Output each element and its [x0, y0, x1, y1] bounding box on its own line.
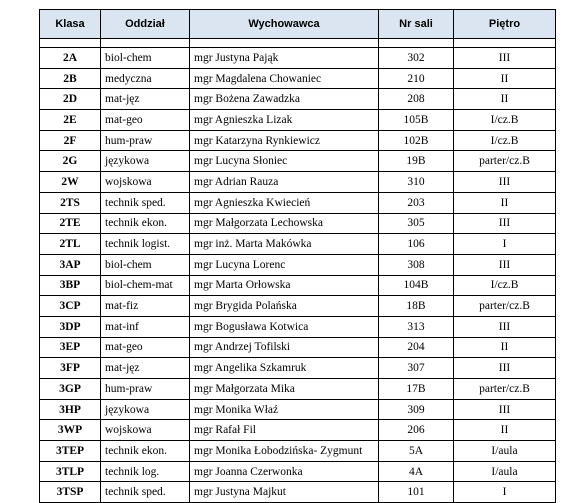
- cell-klasa: 3TLP: [40, 461, 101, 482]
- cell-wychowawca: mgr Lucyna Słoniec: [190, 151, 379, 172]
- cell-oddzial: technik sped.: [101, 482, 190, 503]
- cell-klasa: 3GP: [40, 379, 101, 400]
- cell-oddzial: biol-chem: [101, 48, 190, 69]
- cell-oddzial: językowa: [101, 151, 190, 172]
- table-row: [40, 48, 556, 69]
- cell-wychowawca: mgr Monika Łobodzińska- Zygmunt: [190, 441, 379, 462]
- cell-klasa: 2TS: [40, 192, 101, 213]
- header-pietro: Piętro: [454, 10, 556, 39]
- cell-klasa: 2D: [40, 89, 101, 110]
- cell-oddzial: mat-jęz: [101, 358, 190, 379]
- table-row: [40, 192, 556, 213]
- cell-pietro: parter/cz.B: [454, 379, 556, 400]
- cell-wychowawca: mgr Justyna Pająk: [190, 48, 379, 69]
- cell-oddzial: biol-chem: [101, 254, 190, 275]
- cell-nr-sali: 309: [379, 399, 454, 420]
- cell-oddzial: technik ekon.: [101, 213, 190, 234]
- table-row: [40, 399, 556, 420]
- cell-nr-sali: 18B: [379, 296, 454, 317]
- cell-oddzial: mat-geo: [101, 110, 190, 131]
- cell-pietro: II: [454, 89, 556, 110]
- header-nr-sali: Nr sali: [379, 10, 454, 39]
- cell-pietro: III: [454, 316, 556, 337]
- cell-wychowawca: mgr Brygida Polańska: [190, 296, 379, 317]
- table-row: [40, 234, 556, 255]
- cell-wychowawca: mgr Angelika Szkamruk: [190, 358, 379, 379]
- cell-nr-sali: 210: [379, 68, 454, 89]
- table-row: [40, 461, 556, 482]
- cell-nr-sali: 208: [379, 89, 454, 110]
- cell-nr-sali: 313: [379, 316, 454, 337]
- cell-nr-sali: 102B: [379, 130, 454, 151]
- cell-nr-sali: 4A: [379, 461, 454, 482]
- cell-klasa: 2E: [40, 110, 101, 131]
- cell-klasa: 2TL: [40, 234, 101, 255]
- table-row: [40, 89, 556, 110]
- cell-pietro: I/cz.B: [454, 275, 556, 296]
- cell-nr-sali: 5A: [379, 441, 454, 462]
- cell-klasa: 2W: [40, 172, 101, 193]
- cell-pietro: III: [454, 254, 556, 275]
- cell-wychowawca: mgr Bogusława Kotwica: [190, 316, 379, 337]
- header-wychowawca: Wychowawca: [190, 10, 379, 39]
- cell-pietro: I: [454, 482, 556, 503]
- cell-wychowawca: mgr Bożena Zawadzka: [190, 89, 379, 110]
- cell-nr-sali: 305: [379, 213, 454, 234]
- cell-oddzial: hum-praw: [101, 130, 190, 151]
- cell-oddzial: biol-chem-mat: [101, 275, 190, 296]
- table-row: [40, 254, 556, 275]
- cell-pietro: III: [454, 48, 556, 69]
- cell-pietro: I/aula: [454, 461, 556, 482]
- cell-nr-sali: 105B: [379, 110, 454, 131]
- cell-pietro: parter/cz.B: [454, 151, 556, 172]
- cell-wychowawca: mgr Agnieszka Lizak: [190, 110, 379, 131]
- cell-oddzial: mat-inf: [101, 316, 190, 337]
- cell-wychowawca: mgr Małgorzata Mika: [190, 379, 379, 400]
- table-row: [40, 420, 556, 441]
- table-row: [40, 441, 556, 462]
- table-row: [40, 316, 556, 337]
- table-row: [40, 275, 556, 296]
- cell-pietro: I/cz.B: [454, 110, 556, 131]
- cell-pietro: III: [454, 399, 556, 420]
- cell-klasa: 3TEP: [40, 441, 101, 462]
- cell-oddzial: technik ekon.: [101, 441, 190, 462]
- cell-nr-sali: 302: [379, 48, 454, 69]
- cell-nr-sali: 106: [379, 234, 454, 255]
- cell-nr-sali: 203: [379, 192, 454, 213]
- spacer-row: [40, 39, 556, 48]
- table-row: [40, 151, 556, 172]
- cell-klasa: 3FP: [40, 358, 101, 379]
- cell-wychowawca: mgr Joanna Czerwonka: [190, 461, 379, 482]
- cell-oddzial: językowa: [101, 399, 190, 420]
- cell-nr-sali: 307: [379, 358, 454, 379]
- cell-pietro: parter/cz.B: [454, 296, 556, 317]
- cell-oddzial: mat-geo: [101, 337, 190, 358]
- table-row: [40, 296, 556, 317]
- cell-pietro: I/cz.B: [454, 130, 556, 151]
- cell-oddzial: medyczna: [101, 68, 190, 89]
- cell-oddzial: technik log.: [101, 461, 190, 482]
- cell-oddzial: mat-fiz: [101, 296, 190, 317]
- table-row: [40, 172, 556, 193]
- cell-oddzial: wojskowa: [101, 420, 190, 441]
- table-row: [40, 130, 556, 151]
- cell-wychowawca: mgr Katarzyna Rynkiewicz: [190, 130, 379, 151]
- header-klasa: Klasa: [40, 10, 101, 39]
- table-row: [40, 213, 556, 234]
- cell-wychowawca: mgr Adrian Rauza: [190, 172, 379, 193]
- cell-pietro: II: [454, 192, 556, 213]
- cell-klasa: 2A: [40, 48, 101, 69]
- cell-pietro: II: [454, 337, 556, 358]
- table-row: [40, 337, 556, 358]
- cell-pietro: I/aula: [454, 441, 556, 462]
- cell-nr-sali: 204: [379, 337, 454, 358]
- cell-klasa: 3DP: [40, 316, 101, 337]
- table-row: [40, 379, 556, 400]
- cell-wychowawca: mgr Justyna Majkut: [190, 482, 379, 503]
- table-row: [40, 358, 556, 379]
- cell-wychowawca: mgr Małgorzata Lechowska: [190, 213, 379, 234]
- cell-oddzial: technik logist.: [101, 234, 190, 255]
- cell-wychowawca: mgr Rafał Fil: [190, 420, 379, 441]
- cell-klasa: 2G: [40, 151, 101, 172]
- cell-wychowawca: mgr inż. Marta Makówka: [190, 234, 379, 255]
- cell-pietro: I: [454, 234, 556, 255]
- cell-nr-sali: 17B: [379, 379, 454, 400]
- table-row: [40, 482, 556, 503]
- cell-nr-sali: 308: [379, 254, 454, 275]
- cell-wychowawca: mgr Agnieszka Kwiecień: [190, 192, 379, 213]
- cell-wychowawca: mgr Marta Orłowska: [190, 275, 379, 296]
- cell-klasa: 3HP: [40, 399, 101, 420]
- cell-pietro: II: [454, 420, 556, 441]
- cell-wychowawca: mgr Lucyna Lorenc: [190, 254, 379, 275]
- cell-klasa: 3TSP: [40, 482, 101, 503]
- cell-klasa: 3WP: [40, 420, 101, 441]
- cell-oddzial: mat-jęz: [101, 89, 190, 110]
- cell-oddzial: hum-praw: [101, 379, 190, 400]
- table-row: [40, 110, 556, 131]
- cell-wychowawca: mgr Monika Właź: [190, 399, 379, 420]
- cell-klasa: 2B: [40, 68, 101, 89]
- cell-klasa: 3BP: [40, 275, 101, 296]
- cell-pietro: II: [454, 68, 556, 89]
- cell-nr-sali: 101: [379, 482, 454, 503]
- table-row: [40, 68, 556, 89]
- cell-klasa: 3AP: [40, 254, 101, 275]
- cell-nr-sali: 206: [379, 420, 454, 441]
- cell-klasa: 2F: [40, 130, 101, 151]
- cell-wychowawca: mgr Andrzej Tofilski: [190, 337, 379, 358]
- cell-nr-sali: 310: [379, 172, 454, 193]
- cell-nr-sali: 104B: [379, 275, 454, 296]
- cell-pietro: III: [454, 358, 556, 379]
- table-header-row: [40, 10, 556, 39]
- class-table: [39, 9, 556, 503]
- cell-klasa: 3CP: [40, 296, 101, 317]
- cell-klasa: 2TE: [40, 213, 101, 234]
- cell-oddzial: technik sped.: [101, 192, 190, 213]
- cell-pietro: III: [454, 172, 556, 193]
- cell-oddzial: wojskowa: [101, 172, 190, 193]
- cell-nr-sali: 19B: [379, 151, 454, 172]
- header-oddzial: Oddział: [101, 10, 190, 39]
- cell-wychowawca: mgr Magdalena Chowaniec: [190, 68, 379, 89]
- cell-pietro: III: [454, 213, 556, 234]
- cell-klasa: 3EP: [40, 337, 101, 358]
